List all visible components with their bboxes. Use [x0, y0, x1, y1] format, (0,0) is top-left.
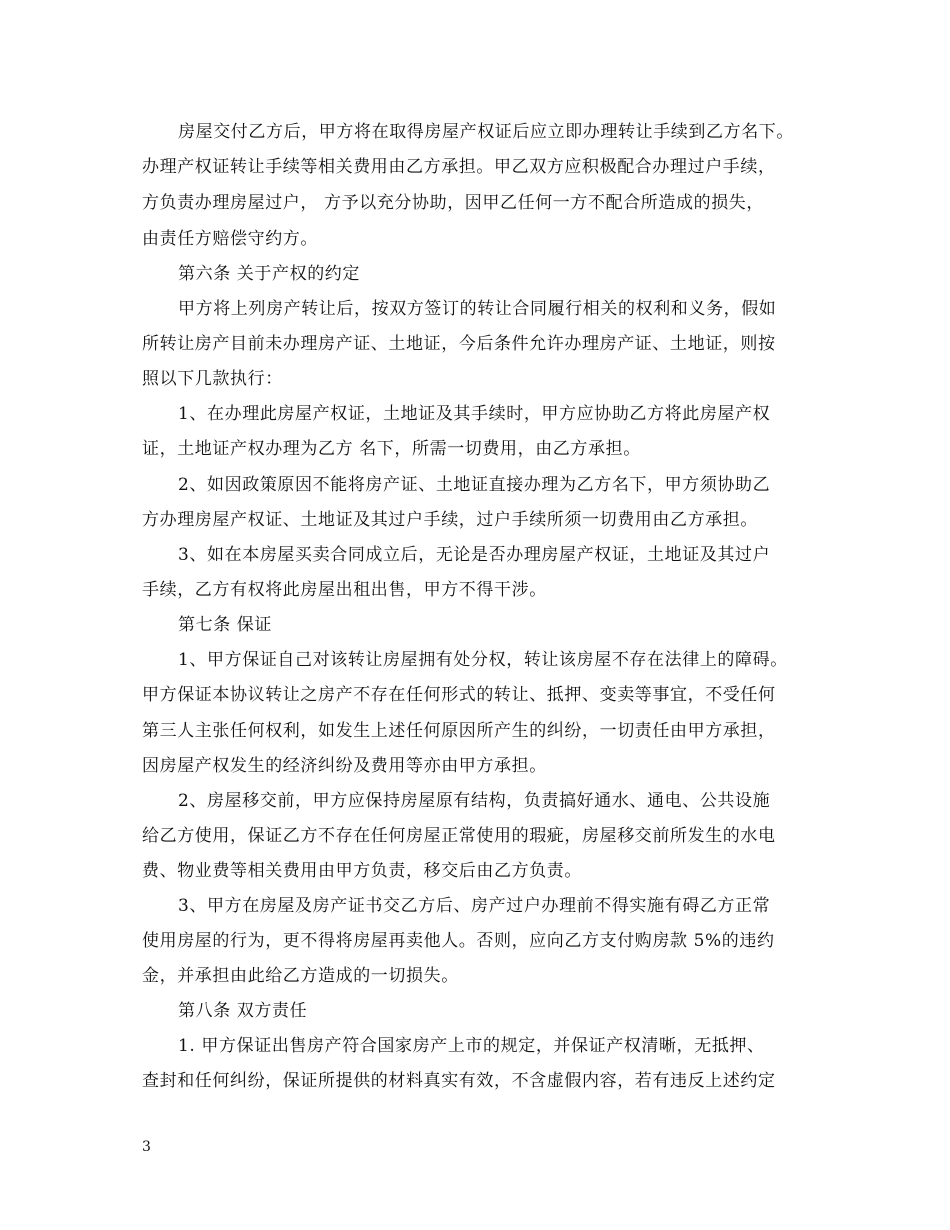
- section-heading: 第七条 保证: [178, 615, 273, 635]
- paragraph-line: 所转让房产目前未办理房产证、土地证，今后条件允许办理房产证、土地证，则按: [142, 334, 776, 354]
- paragraph-line: 方负责办理房屋过户， 方予以充分协助，因甲乙任何一方不配合所造成的损失，: [142, 193, 765, 213]
- page-number: 3: [142, 1139, 151, 1155]
- paragraph-line: 第三人主张任何权利，如发生上述任何原因所产生的纠纷，一切责任由甲方承担，: [142, 721, 776, 741]
- paragraph-line: 3、甲方在房屋及房产证书交乙方后、房产过户办理前不得实施有碍乙方正常: [178, 896, 771, 916]
- paragraph-line: 办理产权证转让手续等相关费用由乙方承担。甲乙双方应积极配合办理过户手续，: [142, 157, 776, 177]
- paragraph-line: 金，并承担由此给乙方造成的一切损失。: [142, 966, 459, 986]
- paragraph-line: 因房屋产权发生的经济纠纷及费用等亦由甲方承担。: [142, 756, 547, 776]
- paragraph-line: 2、如因政策原因不能将房产证、土地证直接办理为乙方名下，甲方须协助乙: [178, 475, 771, 495]
- paragraph-line: 手续，乙方有权将此房屋出租出售，甲方不得干涉。: [142, 580, 547, 600]
- paragraph-line: 证，土地证产权办理为乙方 名下，所需一切费用，由乙方承担。: [142, 439, 641, 459]
- paragraph-line: 1、在办理此房屋产权证，土地证及其手续时，甲方应协助乙方将此房屋产权: [178, 404, 771, 424]
- paragraph-line: 查封和任何纠纷，保证所提供的材料真实有效，不含虚假内容，若有违反上述约定: [142, 1071, 776, 1091]
- paragraph-line: 1. 甲方保证出售房产符合国家房产上市的规定，并保证产权清晰，无抵押、: [178, 1036, 765, 1056]
- paragraph-line: 使用房屋的行为，更不得将房屋再卖他人。否则，应向乙方支付购房款 5%的违约: [142, 931, 775, 951]
- paragraph-line: 3、如在本房屋买卖合同成立后，无论是否办理房屋产权证，土地证及其过户: [178, 545, 771, 565]
- section-heading: 第八条 双方责任: [178, 1001, 308, 1021]
- paragraph-line: 费、物业费等相关费用由甲方负责，移交后由乙方负责。: [142, 861, 582, 881]
- paragraph-line: 给乙方使用，保证乙方不存在任何房屋正常使用的瑕疵，房屋移交前所发生的水电: [142, 826, 776, 846]
- section-heading: 第六条 关于产权的约定: [178, 264, 361, 284]
- paragraph-line: 甲方保证本协议转让之房产不存在任何形式的转让、抵押、变卖等事宜，不受任何: [142, 685, 776, 705]
- paragraph-line: 1、甲方保证自己对该转让房屋拥有处分权，转让该房屋不存在法律上的障碍。: [178, 650, 788, 670]
- paragraph-line: 房屋交付乙方后，甲方将在取得房屋产权证后应立即办理转让手续到乙方名下。: [178, 122, 794, 142]
- paragraph-line: 由责任方赔偿守约方。: [142, 229, 318, 249]
- paragraph-line: 方办理房屋产权证、土地证及其过户手续，过户手续所须一切费用由乙方承担。: [142, 510, 758, 530]
- paragraph-line: 2、房屋移交前，甲方应保持房屋原有结构，负责搞好通水、通电、公共设施: [178, 791, 771, 811]
- paragraph-line: 甲方将上列房产转让后，按双方签订的转让合同履行相关的权利和义务，假如: [178, 299, 777, 319]
- paragraph-line: 照以下几款执行：: [142, 369, 283, 389]
